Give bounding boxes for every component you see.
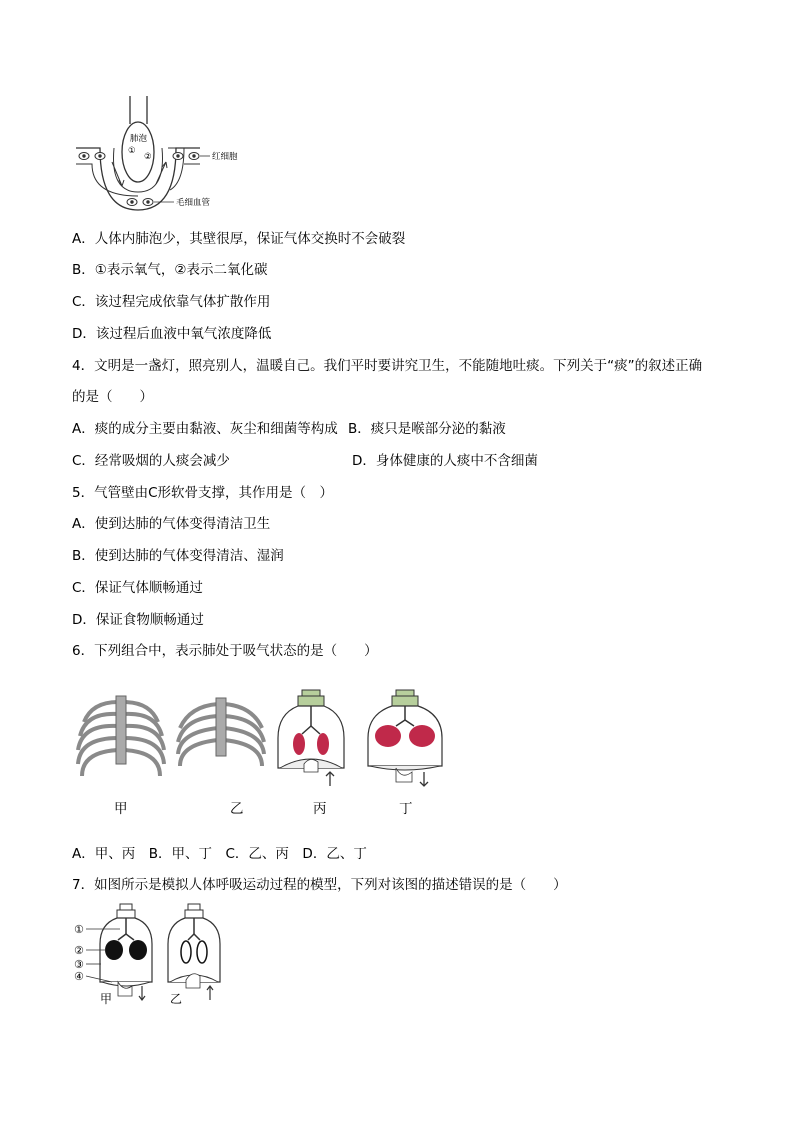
rbc-label: 红细胞 <box>212 152 238 162</box>
q3-option-a: A．人体内肺泡少，其壁很厚，保证气体交换时不会破裂 <box>72 231 406 247</box>
ribcage-jia-image <box>72 692 170 788</box>
circle-marker-2: ② <box>144 152 152 162</box>
q7-marker-2: ② <box>74 944 84 957</box>
ribcage-yi-image <box>172 694 270 780</box>
q7-marker-1: ① <box>74 923 84 936</box>
q6-answer-options: A．甲、丙 B．甲、丁 C．乙、丙 D．乙、丁 <box>72 846 367 862</box>
q5-stem: 5．气管壁由C形软骨支撑，其作用是（ ） <box>72 485 334 501</box>
bell-jar-bing-image <box>274 688 348 788</box>
q5-option-b: B．使到达肺的气体变得清洁、湿润 <box>72 548 284 564</box>
q5-option-d: D．保证食物顺畅通过 <box>72 612 204 628</box>
q5-option-c: C．保证气体顺畅通过 <box>72 580 203 596</box>
circle-marker-1: ① <box>128 146 136 156</box>
q4-stem-line1: 4．文明是一盏灯，照亮别人，温暖自己。我们平时要讲究卫生，不能随地吐痰。下列关于“痰”的叙述正确 <box>72 358 703 374</box>
alveolus-label: 肺泡 <box>130 134 148 144</box>
alveolus-diagram <box>70 92 260 212</box>
q7-stem: 7．如图所示是模拟人体呼吸运动过程的模型，下列对该图的描述错误的是（ ） <box>72 877 567 893</box>
q7-marker-4: ④ <box>74 970 84 983</box>
q6-label-jia: 甲 <box>114 801 128 817</box>
q4-option-c: C．经常吸烟的人痰会减少 <box>72 453 230 469</box>
q7-label-yi: 乙 <box>170 992 183 1006</box>
q4-option-d: D．身体健康的人痰中不含细菌 <box>352 453 538 469</box>
q6-stem: 6．下列组合中，表示肺处于吸气状态的是（ ） <box>72 643 378 659</box>
q4-option-b: B．痰只是喉部分泌的黏液 <box>348 421 506 437</box>
q7-label-jia: 甲 <box>100 992 113 1006</box>
breathing-model-image <box>72 900 232 1010</box>
q6-label-bing: 丙 <box>313 801 327 817</box>
q3-option-b: B．①表示氧气，②表示二氧化碳 <box>72 262 268 278</box>
q3-option-d: D．该过程后血液中氧气浓度降低 <box>72 326 272 342</box>
bell-jar-ding-image <box>364 688 446 788</box>
capillary-label: 毛细血管 <box>176 198 211 208</box>
q6-label-ding: 丁 <box>399 801 413 817</box>
q3-option-c: C．该过程完成依靠气体扩散作用 <box>72 294 271 310</box>
q4-stem-line2: 的是（ ） <box>72 389 153 405</box>
q6-label-yi: 乙 <box>230 801 244 817</box>
q7-marker-3: ③ <box>74 958 84 971</box>
q4-option-a: A．痰的成分主要由黏液、灰尘和细菌等构成 <box>72 421 338 437</box>
q5-option-a: A．使到达肺的气体变得清洁卫生 <box>72 516 271 532</box>
